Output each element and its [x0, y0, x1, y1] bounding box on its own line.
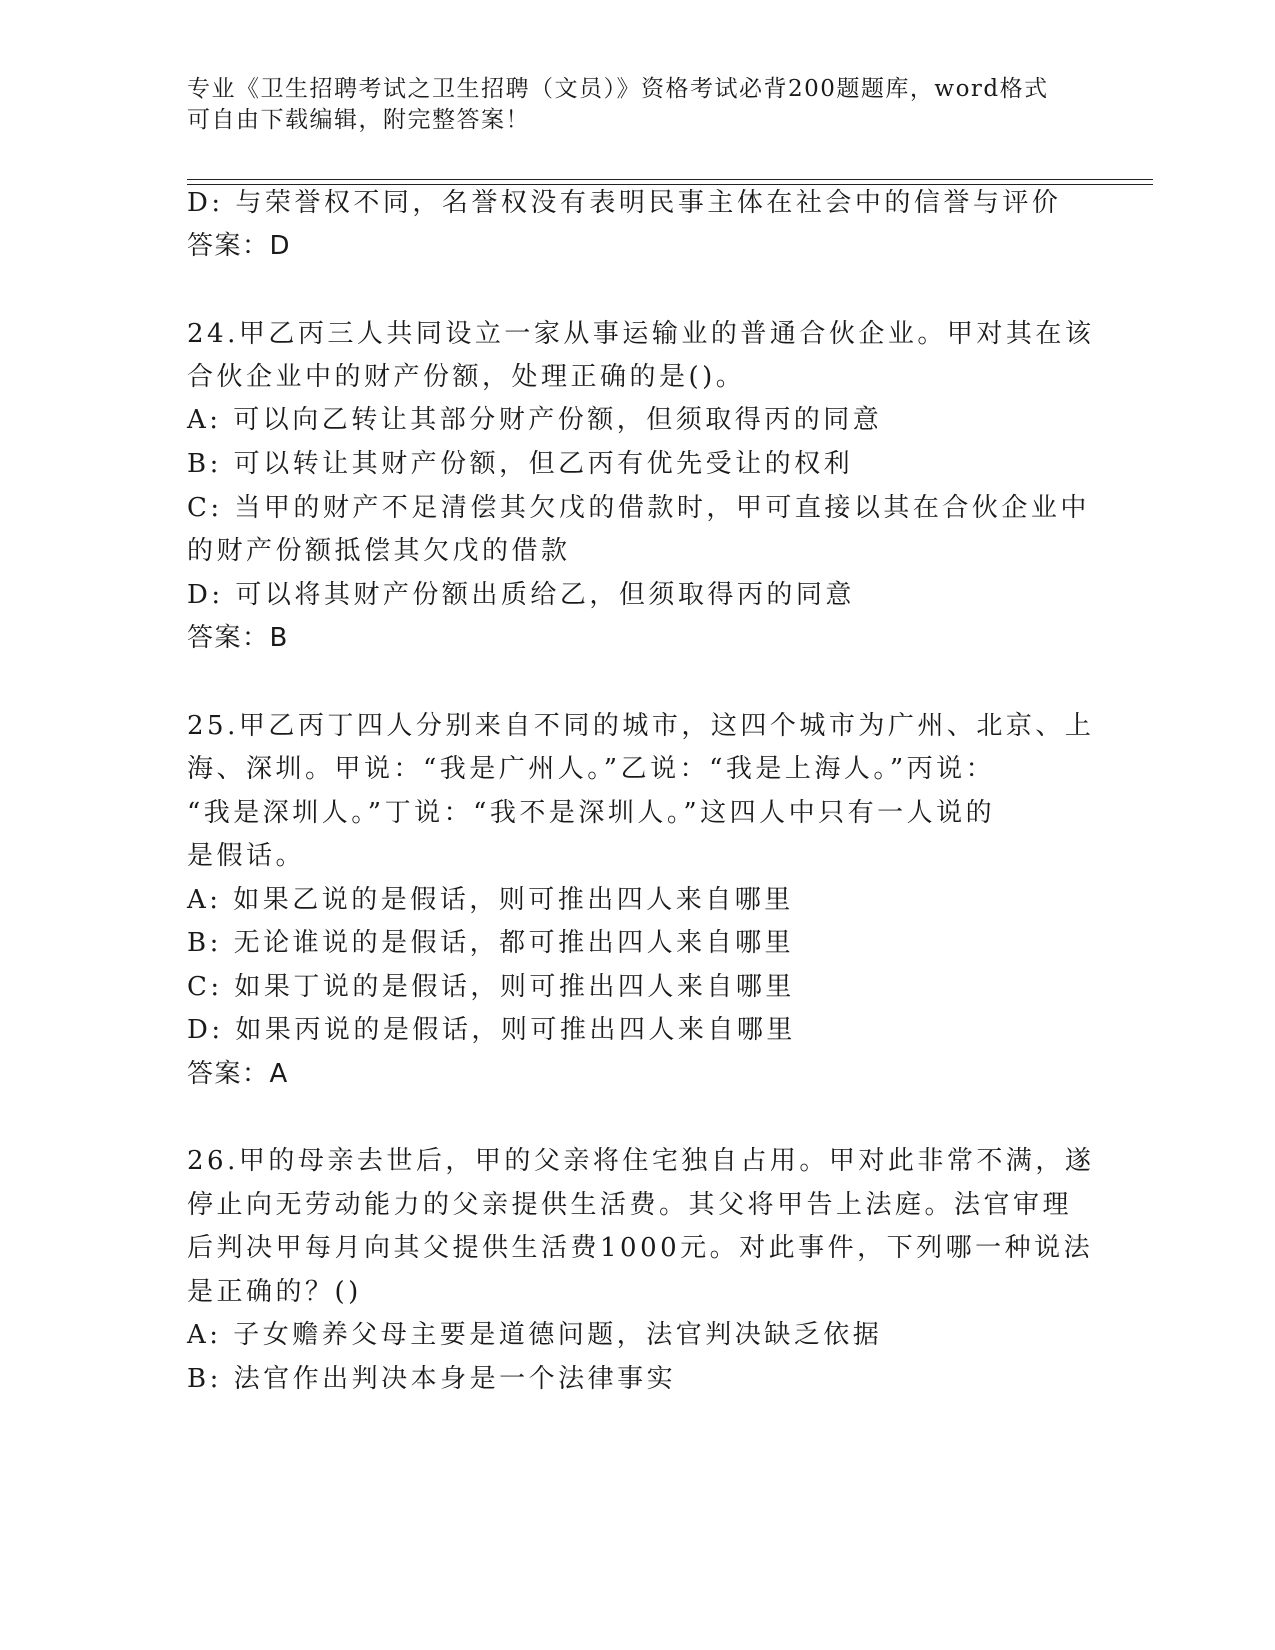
q25-stem-line-2: 海、深圳。甲说：“我是广州人。”乙说：“我是上海人。”丙说：	[187, 754, 996, 784]
q26-option-b: B: 法官作出判决本身是一个法律事实	[187, 1364, 677, 1394]
q24-option-c-line-2: 的财产份额抵偿其欠戊的借款	[187, 536, 571, 566]
header-title-line-2: 可自由下载编辑，附完整答案！	[187, 107, 530, 133]
q24-answer: 答案：B	[187, 623, 289, 653]
q25-answer: 答案：A	[187, 1059, 289, 1089]
q24-stem-line-1: 24.甲乙丙三人共同设立一家从事运输业的普通合伙企业。甲对其在该	[187, 319, 1095, 349]
header-title-line-1: 专业《卫生招聘考试之卫生招聘（文员）》资格考试必背200题题库，word格式	[187, 76, 1049, 102]
q24-option-b: B: 可以转让其财产份额，但乙丙有优先受让的权利	[187, 449, 854, 479]
q25-option-c: C: 如果丁说的是假话，则可推出四人来自哪里	[187, 972, 795, 1002]
header-divider-top	[187, 179, 1153, 180]
document-header	[187, 74, 1087, 136]
q26-stem-line-2: 停止向无劳动能力的父亲提供生活费。其父将甲告上法庭。法官审理	[187, 1190, 1073, 1220]
q26-stem-line-4: 是正确的？()	[187, 1277, 362, 1307]
q26-stem-line-3: 后判决甲每月向其父提供生活费1000元。对此事件，下列哪一种说法	[187, 1233, 1094, 1263]
q26-option-a: A: 子女赡养父母主要是道德问题，法官判决缺乏依据	[187, 1320, 883, 1350]
q25-option-d: D: 如果丙说的是假话，则可推出四人来自哪里	[187, 1015, 796, 1045]
q24-option-d: D: 可以将其财产份额出质给乙，但须取得丙的同意	[187, 580, 855, 610]
q26-stem-line-1: 26.甲的母亲去世后，甲的父亲将住宅独自占用。甲对此非常不满，遂	[187, 1146, 1095, 1176]
q25-stem-line-3: “我是深圳人。”丁说：“我不是深圳人。”这四人中只有一人说的	[187, 798, 996, 828]
q25-stem-line-1: 25.甲乙丙丁四人分别来自不同的城市，这四个城市为广州、北京、上	[187, 711, 1095, 741]
header-divider-bottom	[187, 184, 1153, 185]
q24-option-c-line-1: C: 当甲的财产不足清偿其欠戊的借款时，甲可直接以其在合伙企业中	[187, 493, 1090, 523]
q24-option-a: A: 可以向乙转让其部分财产份额，但须取得丙的同意	[187, 405, 883, 435]
q25-option-b: B: 无论谁说的是假话，都可推出四人来自哪里	[187, 928, 795, 958]
q25-option-a: A: 如果乙说的是假话，则可推出四人来自哪里	[187, 885, 794, 915]
q24-stem-line-2: 合伙企业中的财产份额，处理正确的是()。	[187, 362, 746, 392]
q25-stem-line-4: 是假话。	[187, 841, 306, 871]
q23-answer: 答案：D	[187, 231, 292, 261]
q23-option-d: D: 与荣誉权不同，名誉权没有表明民事主体在社会中的信誉与评价	[187, 188, 1062, 218]
